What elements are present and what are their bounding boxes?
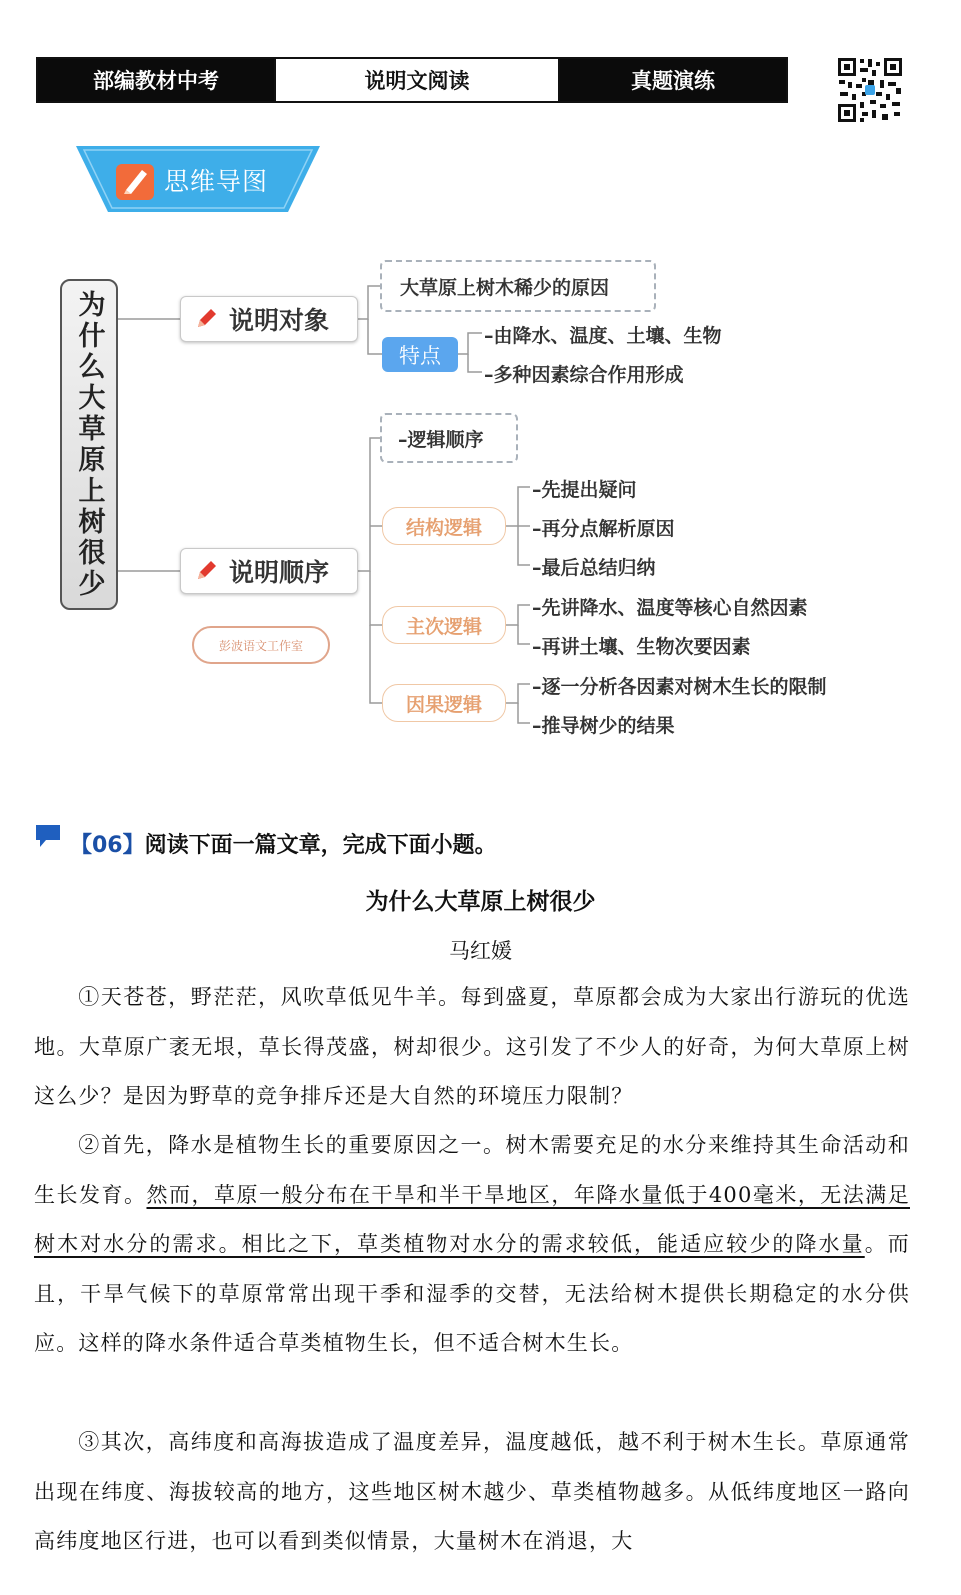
article-author: 马红媛 [449, 939, 512, 963]
tag-cause-logic: 因果逻辑 [382, 684, 506, 722]
header-topic: 说明文阅读 [274, 59, 560, 101]
paragraph-1-text: ①天苍苍，野茫茫，风吹草低见牛羊。每到盛夏，草原都会成为大家出行游玩的优选地。大草原广袤无垠，草长得茂盛，树却很少。这引发了不少人的好奇，为何大草原上树这么少？是因为野草的竞争排斥还是大自然的环境压力限制？ [34, 985, 910, 1108]
primary-leaf-2: –再讲土壤、生物次要因素 [532, 636, 751, 658]
node-explanation-object [180, 296, 358, 342]
structure-leaf-3: –最后总结归纳 [532, 557, 656, 579]
node-explanation-object-label: 说明对象 [229, 306, 330, 335]
header-section: 真题演练 [560, 59, 786, 101]
question-number: 【06】 [70, 833, 145, 858]
mindmap-label: 思维导图 [164, 167, 269, 196]
pencil-icon [193, 306, 219, 332]
object-target: 大草原上树木稀少的原因 [380, 260, 656, 312]
paragraph-2-text-a: ②首先，降水是植物生长的重要原因之一。树木需要充足的水分来维持其生命活动和生长发育。 [34, 1133, 910, 1207]
structure-leaf-1: –先提出疑问 [532, 479, 637, 501]
mindmap-root-label: 为什么大草原上树很少 [73, 289, 105, 600]
speech-bubble-icon [34, 822, 64, 850]
node-explanation-order-label: 说明顺序 [229, 558, 330, 587]
node-explanation-order [180, 548, 358, 594]
tag-structure-logic: 结构逻辑 [382, 507, 506, 545]
pencil-icon [193, 558, 219, 584]
paragraph-2-underlined: 然而，草原一般分布在干旱和半干旱地区，年降水量低于400毫米，无法满足树木对水分的需求。相比之下，草类植物对水分的需求较低，能适应较少的降水量 [34, 1182, 910, 1256]
paragraph-2-text-b: 。而且，干旱气候下的草原常常出现干季和湿季的交替，无法给树木提供长期稳定的水分供应。这样的降水条件适合草类植物生长，但不适合树木生长。 [34, 1232, 910, 1355]
paragraph-3-text: ③其次，高纬度和高海拔造成了温度差异，温度越低，越不利于树木生长。草原通常出现在纬度、海拔较高的地方，这些地区树木越少、草类植物越多。从低纬度地区一路向高纬度地区行进，也可以看到类似情景，大量树木在消退，大 [34, 1430, 910, 1553]
structure-leaf-2: –再分点解析原因 [532, 518, 675, 540]
question-line [70, 828, 497, 859]
cause-leaf-2: –推导树少的结果 [532, 715, 675, 737]
cause-leaf-1: –逐一分析各因素对树木生长的限制 [532, 676, 827, 698]
tag-features: 特点 [382, 337, 458, 372]
mindmap-root [60, 279, 118, 610]
article-paragraph-3 [34, 1418, 910, 1567]
studio-stamp: 彭波语文工作室 [192, 626, 330, 664]
feature-leaf-2: –多种因素综合作用形成 [484, 364, 684, 386]
order-type: –逻辑顺序 [380, 413, 518, 463]
article-title: 为什么大草原上树很少 [365, 889, 596, 915]
feature-leaf-1: –由降水、温度、土壤、生物 [484, 325, 722, 347]
primary-leaf-1: –先讲降水、温度等核心自然因素 [532, 597, 808, 619]
question-instruction: 阅读下面一篇文章，完成下面小题。 [144, 833, 497, 858]
article-paragraph-2 [34, 1121, 910, 1369]
tag-primary-logic: 主次逻辑 [382, 606, 506, 644]
mindmap-connectors [0, 0, 961, 780]
header-series: 部编教材中考 [38, 59, 274, 101]
article-paragraph-1 [34, 973, 910, 1122]
